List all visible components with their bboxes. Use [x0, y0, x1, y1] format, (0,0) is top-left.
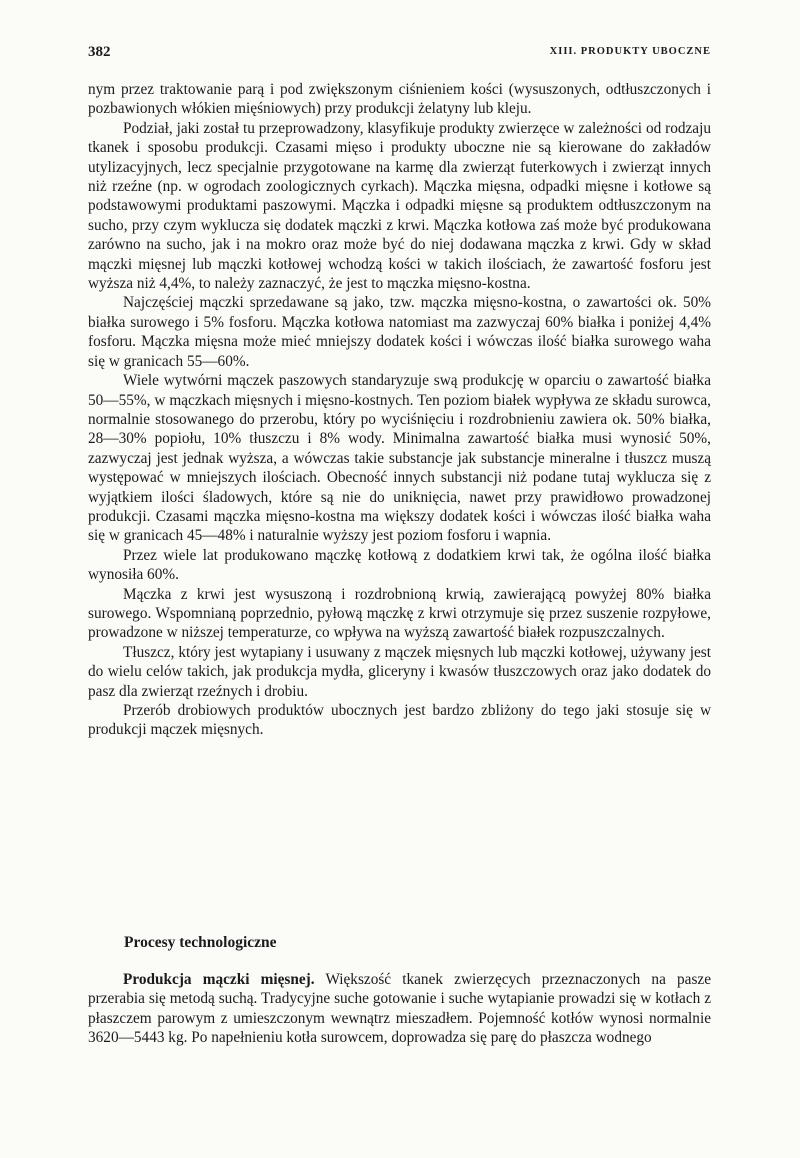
paragraph: Tłuszcz, który jest wytapiany i usuwany z mączek mięsnych lub mączki kotłowej, używany jest do wielu celów takich, jak produkcja mydła, gliceryny i kwasów tłuszczowych oraz jako dodatek do pasz dla zwierząt rzeźnych i drobiu. [88, 643, 711, 700]
paragraph: Podział, jaki został tu przeprowadzony, klasyfikuje produkty zwierzęce w zależności od rodzaju tkanek i sposobu produkcji. Czasami mięso i produkty uboczne nie są kierowane do zakładów utylizacyjnych, lecz specjalnie przygotowane na karmę dla zwierząt futerkowych i zwierząt innych niż rzeźne (np. w ogrodach zoologicznych cyrkach). Mączka mięsna, odpadki mięsne i kotłowe są podstawowymi produktami paszowymi. Mączka i odpadki mięsne są produktem odtłuszczonym na sucho, przy czym wyklucza się dodatek mączki z krwi. Mączka kotłowa zaś może być produkowana zarówno na sucho, jak i na mokro oraz może być do niej dodawana mączka z krwi. Gdy w skład mączki mięsnej lub mączki kotłowej wchodzą kości w takich ilościach, że zawartość fosforu jest wyższa niż 4,4%, to należy zaznaczyć, że jest to mączka mięsno-kostna. [88, 119, 711, 293]
paragraph: Przez wiele lat produkowano mączkę kotłową z dodatkiem krwi tak, że ogólna ilość białka wynosiła 60%. [88, 546, 711, 584]
paragraph: Wiele wytwórni mączek paszowych standaryzuje swą produkcję w oparciu o zawartość białka 50—55%, w mączkach mięsnych i mięsno-kostnych. Ten poziom białek wypływa ze składu surowca, normalnie stosowanego do przerobu, który po wyciśnięciu i rozdrobnieniu zawiera ok. 50% białka, 28—30% popiołu, 10% tłuszczu i 8% wody. Minimalna zawartość białka musi wynosić 50%, zazwyczaj jest jednak wyższa, a wówczas takie substancje jak substancje mineralne i tłuszcz muszą występować w mniejszych ilościach. Obecność innych substancji niż podane tutaj wyklucza się z wyjątkiem ilości śladowych, które są nie do uniknięcia, nawet przy prawidłowo prowadzonej produkcji. Czasami mączka mięsno-kostna ma większy dodatek kości i wówczas ilość białka waha się w granicach 45—48% i naturalnie wyższy jest poziom fosforu i wapnia. [88, 372, 711, 545]
paragraph-continued: nym przez traktowanie parą i pod zwiększonym ciśnieniem kości (wysuszonych, odtłuszczonych i pozbawionych włókien mięśniowych) przy produkcji żelatyny lub kleju. [88, 81, 711, 118]
run-in-heading: Produkcja mączki mięsnej. [123, 971, 315, 988]
paragraph: Najczęściej mączki sprzedawane są jako, tzw. mączka mięsno-kostna, o zawartości ok. 50% białka surowego i 5% fosforu. Mączka kotłowa natomiast ma zazwyczaj 60% białka i poniżej 4,4% fosforu. Mączka mięsna może mieć mniejszy dodatek kości i wówczas ilość białka surowego waha się w granicach 55—60%. [88, 294, 711, 370]
section-body [88, 970, 711, 1048]
section-paragraph [88, 970, 711, 1048]
page-header [88, 44, 711, 64]
page-number: 382 [88, 44, 111, 60]
section-paragraph-text: Większość tkanek zwierzęcych przeznaczonych na pasze przerabia się metodą suchą. Tradycyjne suche gotowanie i suche wytapianie prowadzi się w kotłach z płaszczem parowym z umieszczonym wewnątrz mieszadłem. Pojemność kotłów wynosi normalnie 3620—5443 kg. Po napełnieniu kotła surowcem, doprowadza się parę do płaszcza wodnego [88, 971, 711, 1047]
section-heading: Procesy technologiczne [124, 934, 277, 951]
running-head: XIII. PRODUKTY UBOCZNE [549, 46, 711, 57]
paragraph: Mączka z krwi jest wysuszoną i rozdrobnioną krwią, zawierającą powyżej 80% białka surowego. Wspomnianą poprzednio, pyłową mączkę z krwi otrzymuje się przez suszenie rozpyłowe, prowadzone w niższej temperaturze, co wpływa na wyższą zawartość białek rozpuszczalnych. [88, 585, 711, 642]
main-text [88, 80, 711, 740]
paragraph: Przerób drobiowych produktów ubocznych jest bardzo zbliżony do tego jaki stosuje się w produkcji mączek mięsnych. [88, 702, 711, 739]
